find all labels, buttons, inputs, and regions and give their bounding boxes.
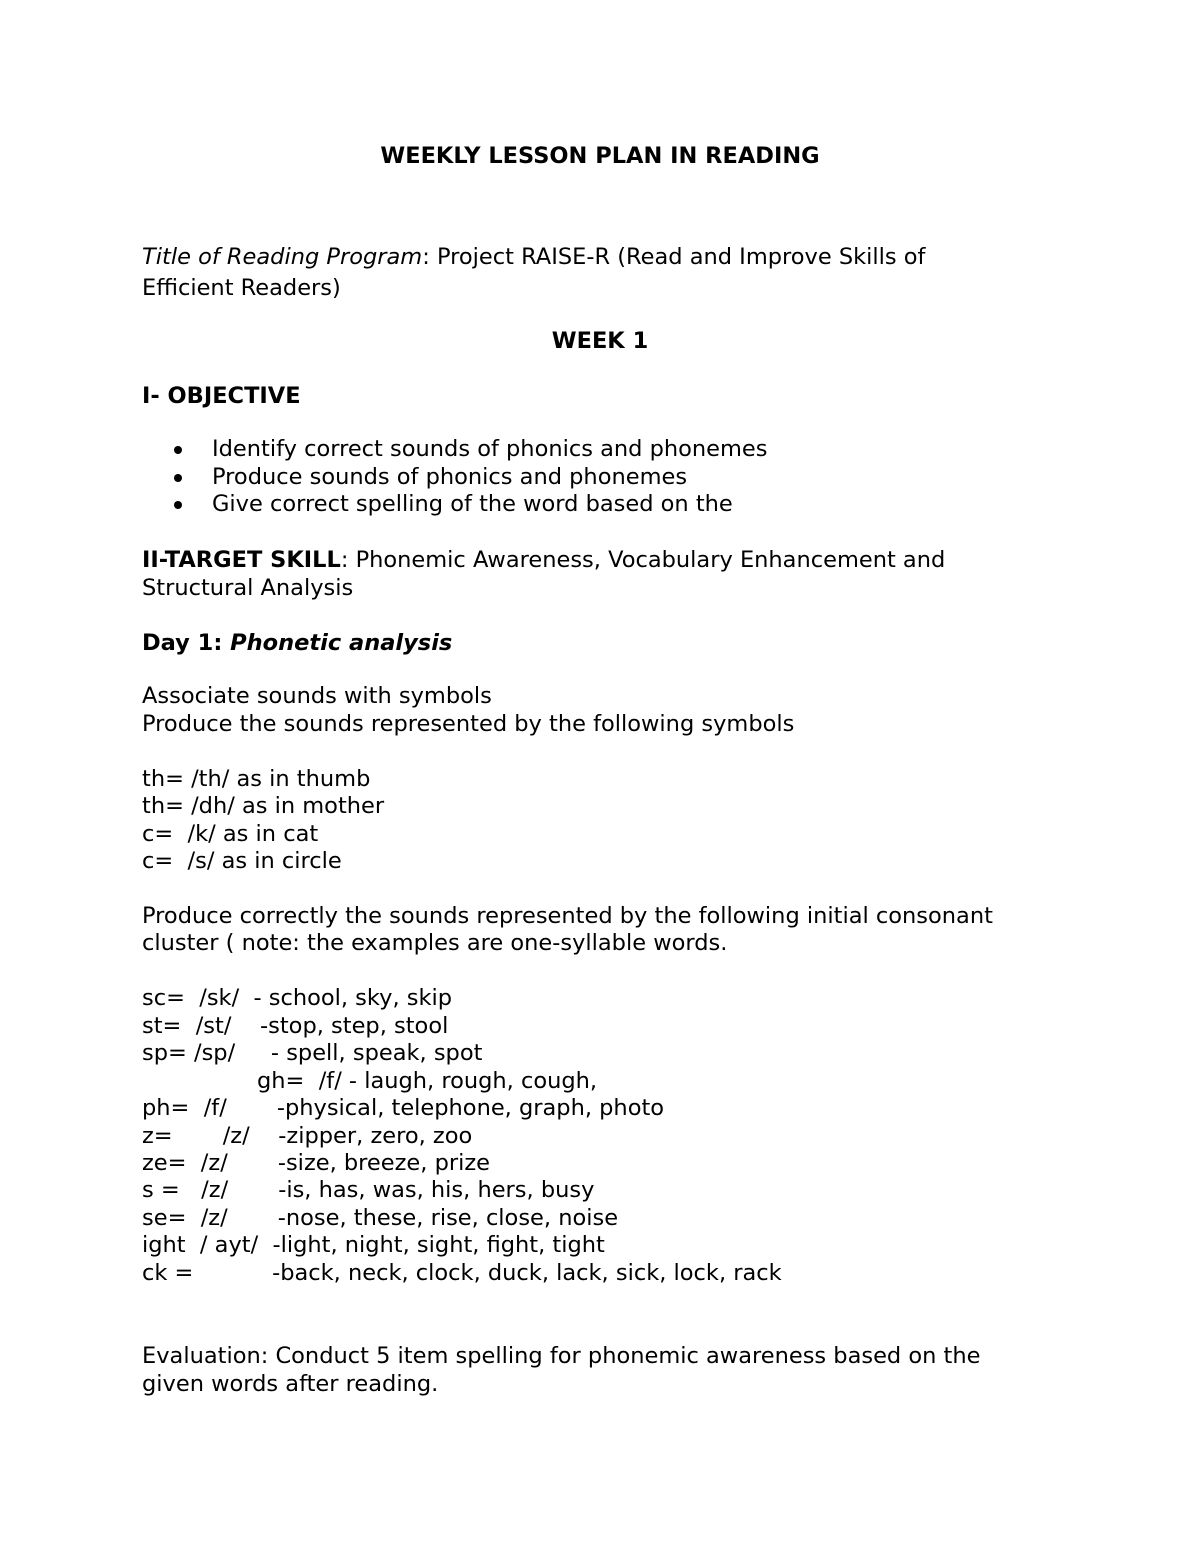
- symbol-row: c= /k/ as in cat: [142, 821, 319, 847]
- objective-item: Give correct spelling of the word based on the: [212, 491, 733, 517]
- day1-label: Day 1:: [142, 630, 231, 656]
- cluster-intro-line1: Produce correctly the sounds represented by the following initial consonant: [142, 903, 993, 929]
- cluster-row: ck = -back, neck, clock, duck, lack, sick, lock, rack: [142, 1260, 782, 1286]
- day1-intro-line1: Associate sounds with symbols: [142, 683, 492, 709]
- bullet-icon: [174, 474, 182, 482]
- week-heading: WEEK 1: [551, 328, 649, 354]
- cluster-row: gh= /f/ - laugh, rough, cough,: [257, 1068, 598, 1094]
- program-value-line2: Efficient Readers): [142, 275, 341, 301]
- program-value-line1: Project RAISE-R (Read and Improve Skills of: [436, 244, 926, 270]
- program-line: [142, 243, 925, 271]
- cluster-row: ph= /f/ -physical, telephone, graph, photo: [142, 1095, 665, 1121]
- cluster-row: ight / ayt/ -light, night, sight, fight, tight: [142, 1232, 605, 1258]
- bullet-icon: [174, 501, 182, 509]
- program-label: Title of Reading Program: [142, 244, 423, 270]
- cluster-row: sp= /sp/ - spell, speak, spot: [142, 1040, 483, 1066]
- target-skill-sep: :: [340, 547, 356, 573]
- cluster-row: sc= /sk/ - school, sky, skip: [142, 985, 453, 1011]
- bullet-icon: [174, 446, 182, 454]
- day1-intro-line2: Produce the sounds represented by the following symbols: [142, 711, 795, 737]
- symbol-row: th= /dh/ as in mother: [142, 793, 385, 819]
- program-sep: :: [422, 244, 437, 270]
- target-skill-value-line1: Phonemic Awareness, Vocabulary Enhancement and: [355, 547, 946, 573]
- target-skill-value-line2: Structural Analysis: [142, 575, 354, 601]
- symbol-row: c= /s/ as in circle: [142, 848, 342, 874]
- cluster-row: se= /z/ -nose, these, rise, close, noise: [142, 1205, 619, 1231]
- day1-topic: Phonetic analysis: [230, 630, 453, 656]
- cluster-row: ze= /z/ -size, breeze, prize: [142, 1150, 491, 1176]
- day1-heading: [142, 629, 452, 657]
- symbol-row: th= /th/ as in thumb: [142, 766, 371, 792]
- objective-item: Identify correct sounds of phonics and phonemes: [212, 436, 768, 462]
- cluster-row: st= /st/ -stop, step, stool: [142, 1013, 449, 1039]
- cluster-intro-line2: cluster ( note: the examples are one-syllable words.: [142, 930, 728, 956]
- cluster-row: s = /z/ -is, has, was, his, hers, busy: [142, 1177, 595, 1203]
- evaluation-line2: given words after reading.: [142, 1371, 439, 1397]
- document-title: WEEKLY LESSON PLAN IN READING: [380, 143, 820, 169]
- objective-item: Produce sounds of phonics and phonemes: [212, 464, 688, 490]
- cluster-row: z= /z/ -zipper, zero, zoo: [142, 1123, 473, 1149]
- objective-heading: I- OBJECTIVE: [142, 383, 301, 409]
- target-skill-label: II-TARGET SKILL: [142, 547, 341, 573]
- target-skill-line: [142, 546, 945, 574]
- evaluation-line1: Evaluation: Conduct 5 item spelling for phonemic awareness based on the: [142, 1343, 981, 1369]
